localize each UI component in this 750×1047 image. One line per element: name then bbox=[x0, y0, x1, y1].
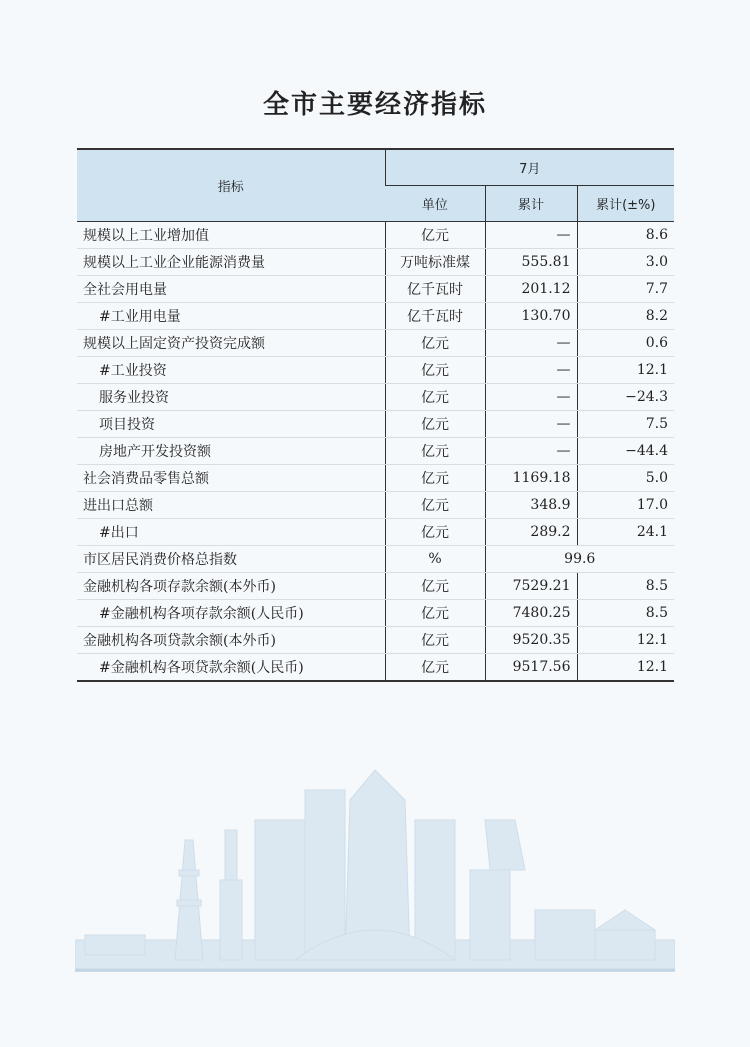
table-row bbox=[77, 384, 674, 411]
indicator-name: #出口 bbox=[77, 519, 385, 546]
change-cell: 8.5 bbox=[577, 573, 674, 600]
header-indicator: 指标 bbox=[77, 149, 385, 222]
value-cell: 99.6 bbox=[485, 546, 674, 573]
cumulative-cell: 9520.35 bbox=[485, 627, 577, 654]
unit-cell: 亿元 bbox=[385, 492, 485, 519]
cumulative-cell: 289.2 bbox=[485, 519, 577, 546]
table-row bbox=[77, 357, 674, 384]
cumulative-cell: — bbox=[485, 438, 577, 465]
cumulative-cell: — bbox=[485, 330, 577, 357]
indicator-name: #工业投资 bbox=[77, 357, 385, 384]
table-row bbox=[77, 411, 674, 438]
unit-cell: 亿元 bbox=[385, 330, 485, 357]
cumulative-cell: 348.9 bbox=[485, 492, 577, 519]
unit-cell: 亿元 bbox=[385, 357, 485, 384]
unit-cell: 万吨标准煤 bbox=[385, 249, 485, 276]
indicator-name: #工业用电量 bbox=[77, 303, 385, 330]
indicator-name: 服务业投资 bbox=[77, 384, 385, 411]
indicator-name: 房地产开发投资额 bbox=[77, 438, 385, 465]
table-row bbox=[77, 438, 674, 465]
cumulative-cell: 7480.25 bbox=[485, 600, 577, 627]
table-row bbox=[77, 303, 674, 330]
cumulative-cell: 130.70 bbox=[485, 303, 577, 330]
indicator-name: 进出口总额 bbox=[77, 492, 385, 519]
unit-cell: 亿元 bbox=[385, 627, 485, 654]
indicator-name: 金融机构各项存款余额(本外币) bbox=[77, 573, 385, 600]
change-cell: 7.5 bbox=[577, 411, 674, 438]
cumulative-cell: 9517.56 bbox=[485, 654, 577, 682]
unit-cell: 亿元 bbox=[385, 600, 485, 627]
indicator-name: #金融机构各项存款余额(人民币) bbox=[77, 600, 385, 627]
change-cell: 24.1 bbox=[577, 519, 674, 546]
indicator-name: #金融机构各项贷款余额(人民币) bbox=[77, 654, 385, 682]
indicator-name: 规模以上工业增加值 bbox=[77, 222, 385, 249]
change-cell: 5.0 bbox=[577, 465, 674, 492]
unit-cell: 亿元 bbox=[385, 465, 485, 492]
cumulative-cell: 7529.21 bbox=[485, 573, 577, 600]
header-cumulative: 累计 bbox=[485, 186, 577, 222]
change-cell: −44.4 bbox=[577, 438, 674, 465]
city-skyline-watermark bbox=[75, 760, 675, 972]
indicator-name: 规模以上固定资产投资完成额 bbox=[77, 330, 385, 357]
header-period: 7月 bbox=[385, 149, 674, 186]
header-unit: 单位 bbox=[385, 186, 485, 222]
change-cell: 0.6 bbox=[577, 330, 674, 357]
indicator-name: 全社会用电量 bbox=[77, 276, 385, 303]
table-row bbox=[77, 492, 674, 519]
unit-cell: 亿元 bbox=[385, 384, 485, 411]
unit-cell: % bbox=[385, 546, 485, 573]
unit-cell: 亿元 bbox=[385, 438, 485, 465]
change-cell: 12.1 bbox=[577, 357, 674, 384]
change-cell: 3.0 bbox=[577, 249, 674, 276]
table-row bbox=[77, 330, 674, 357]
change-cell: 8.2 bbox=[577, 303, 674, 330]
table-row bbox=[77, 627, 674, 654]
unit-cell: 亿元 bbox=[385, 411, 485, 438]
change-cell: −24.3 bbox=[577, 384, 674, 411]
unit-cell: 亿元 bbox=[385, 573, 485, 600]
page-title: 全市主要经济指标 bbox=[262, 90, 487, 120]
cumulative-cell: — bbox=[485, 222, 577, 249]
cumulative-cell: — bbox=[485, 384, 577, 411]
cumulative-cell: — bbox=[485, 357, 577, 384]
cumulative-cell: — bbox=[485, 411, 577, 438]
indicator-name: 金融机构各项贷款余额(本外币) bbox=[77, 627, 385, 654]
change-cell: 12.1 bbox=[577, 627, 674, 654]
header-change: 累计(±%) bbox=[577, 186, 674, 222]
change-cell: 17.0 bbox=[577, 492, 674, 519]
change-cell: 7.7 bbox=[577, 276, 674, 303]
cumulative-cell: 1169.18 bbox=[485, 465, 577, 492]
table-row bbox=[77, 465, 674, 492]
table-row bbox=[77, 249, 674, 276]
table-row bbox=[77, 519, 674, 546]
table-row bbox=[77, 600, 674, 627]
unit-cell: 亿千瓦时 bbox=[385, 303, 485, 330]
change-cell: 8.5 bbox=[577, 600, 674, 627]
cumulative-cell: 555.81 bbox=[485, 249, 577, 276]
table-row bbox=[77, 276, 674, 303]
change-cell: 12.1 bbox=[577, 654, 674, 682]
unit-cell: 亿千瓦时 bbox=[385, 276, 485, 303]
table-row bbox=[77, 654, 674, 682]
indicator-name: 规模以上工业企业能源消费量 bbox=[77, 249, 385, 276]
table-row bbox=[77, 573, 674, 600]
table-row bbox=[77, 546, 674, 573]
unit-cell: 亿元 bbox=[385, 222, 485, 249]
indicator-name: 市区居民消费价格总指数 bbox=[77, 546, 385, 573]
unit-cell: 亿元 bbox=[385, 654, 485, 682]
indicator-name: 社会消费品零售总额 bbox=[77, 465, 385, 492]
table-row bbox=[77, 222, 674, 249]
unit-cell: 亿元 bbox=[385, 519, 485, 546]
cumulative-cell: 201.12 bbox=[485, 276, 577, 303]
economic-indicators-table bbox=[77, 148, 674, 682]
change-cell: 8.6 bbox=[577, 222, 674, 249]
indicator-name: 项目投资 bbox=[77, 411, 385, 438]
